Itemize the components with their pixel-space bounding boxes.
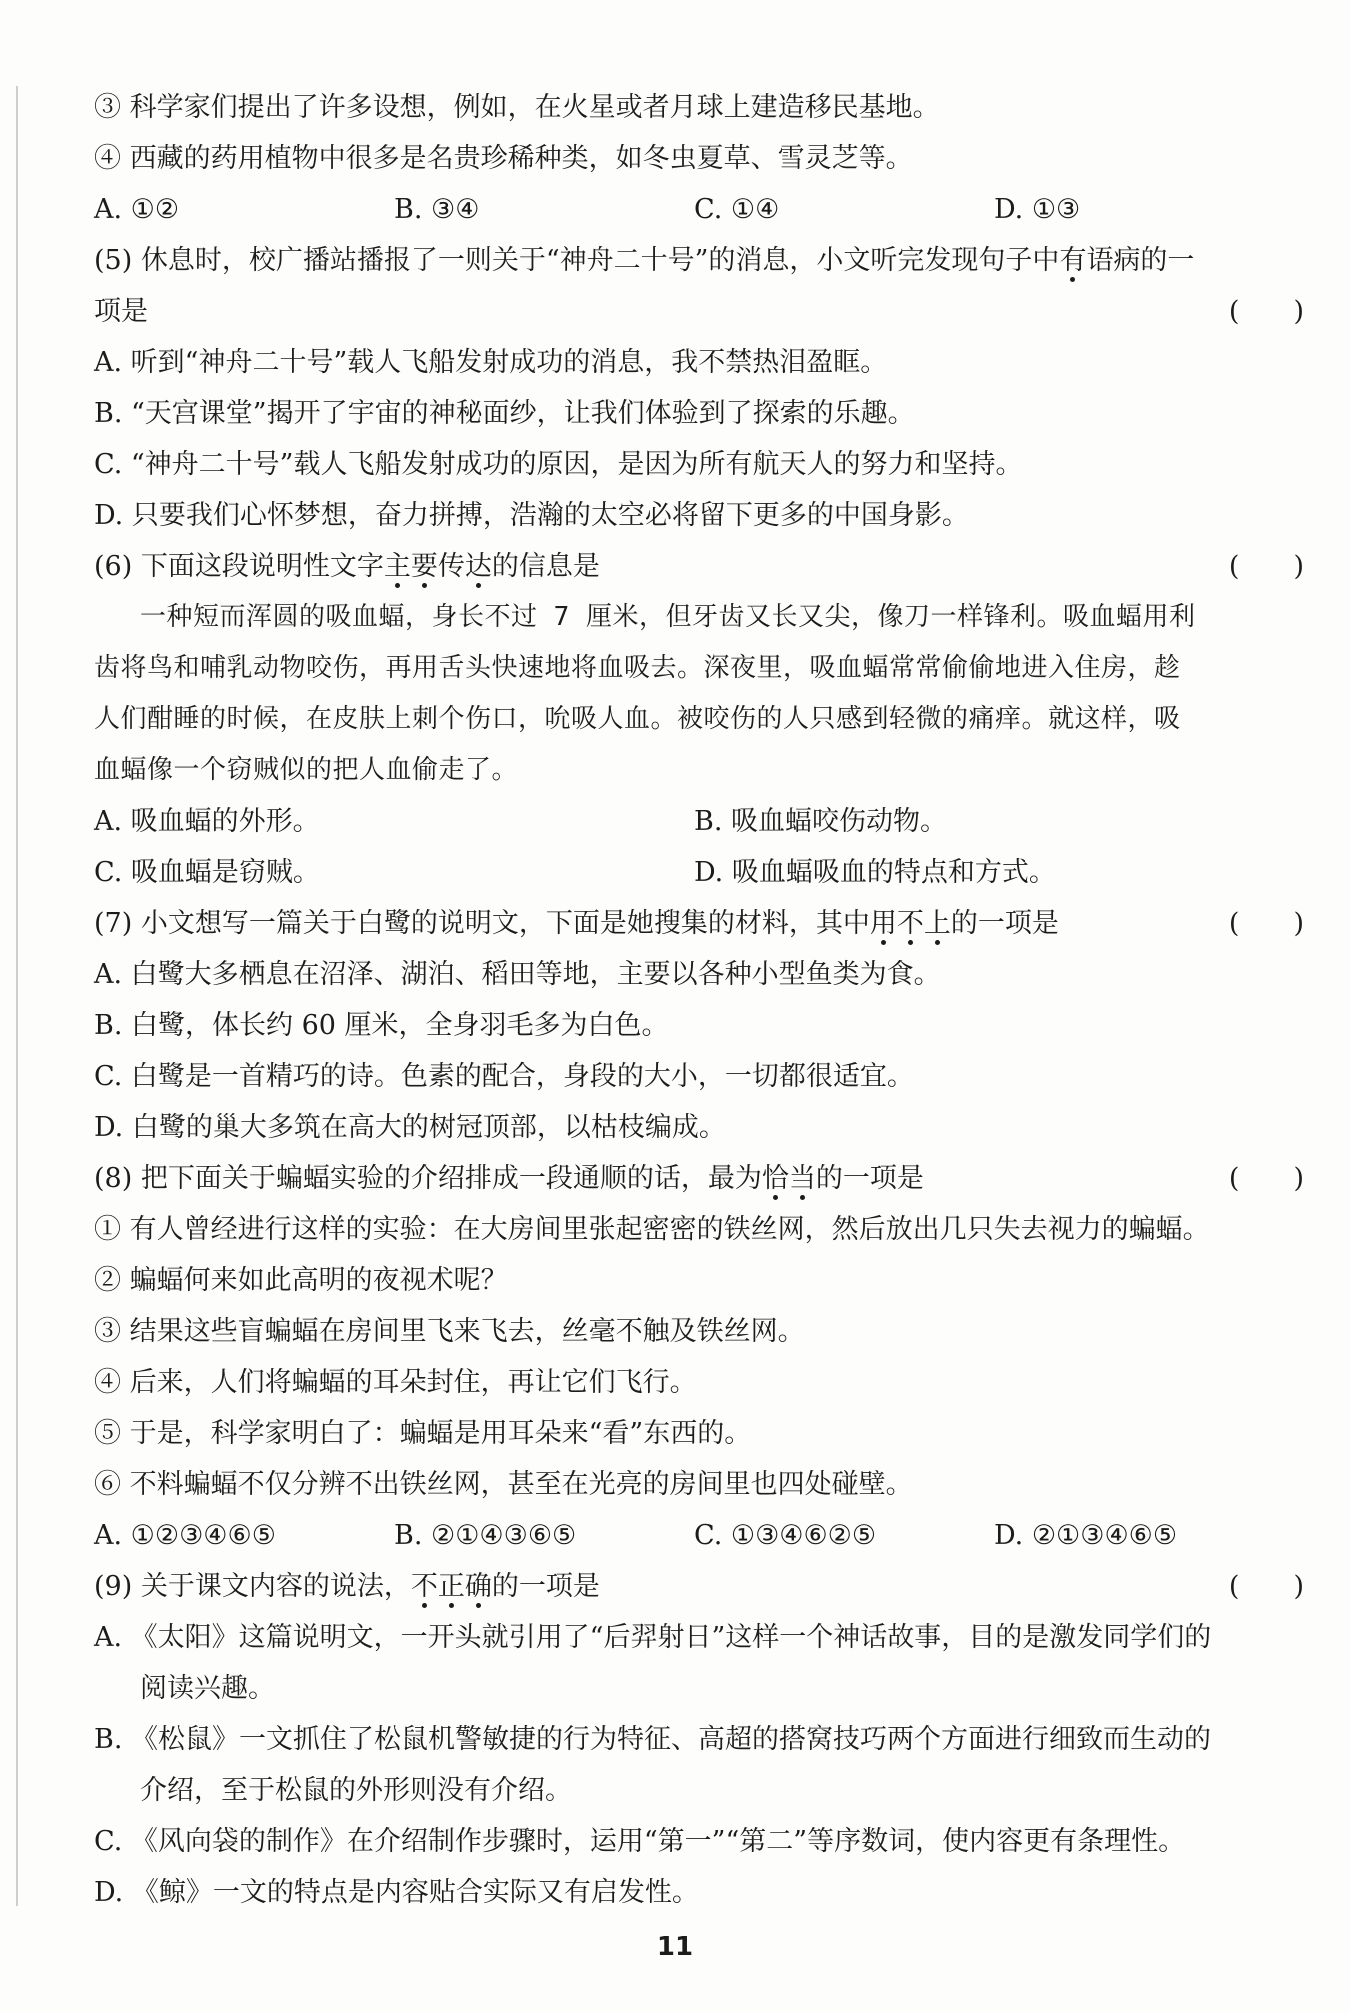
question-5-stem-cont: 项是 ( ): [94, 286, 1304, 337]
page-content: [94, 82, 1304, 1918]
question-6-options-row-1: [94, 796, 1304, 847]
question-8-stem: (8) 把下面关于蝙蝠实验的介绍排成一段通顺的话，最为恰当的一项是 ( ): [94, 1153, 1304, 1204]
statement-3: ③ 科学家们提出了许多设想，例如，在火星或者月球上建造移民基地。: [94, 92, 940, 123]
option-c: C. ①③④⑥②⑤: [694, 1520, 877, 1551]
question-7-option-c: C. 白鹭是一首精巧的诗。色素的配合，身段的大小，一切都很适宜。: [94, 1061, 914, 1092]
answer-blank[interactable]: ( ): [1228, 1571, 1304, 1602]
question-7-option-d: D. 白鹭的巢大多筑在高大的树冠顶部，以枯枝编成。: [94, 1112, 726, 1143]
page-number: 11: [656, 1932, 694, 1962]
question-7-stem: (7) 小文想写一篇关于白鹭的说明文，下面是她搜集的材料，其中用不上的一项是 ( ): [94, 898, 1304, 949]
answer-blank[interactable]: ( ): [1228, 551, 1304, 582]
margin-line: [16, 86, 18, 1906]
option-c: C. ①④: [694, 194, 780, 225]
passage-line: 齿将鸟和哺乳动物咬伤，再用舌头快速地将血吸去。深夜里，吸血蝠常常偷偷地进入住房，趁: [94, 653, 1181, 683]
question-9-option-a-cont: 阅读兴趣。: [140, 1673, 275, 1704]
option-b: B. 吸血蝠咬伤动物。: [694, 806, 948, 837]
answer-blank[interactable]: ( ): [1228, 296, 1304, 327]
emphasis-mark: 有: [1059, 245, 1087, 276]
question-9-stem: (9) 关于课文内容的说法，不正确的一项是 ( ): [94, 1561, 1304, 1612]
option-a: A. 吸血蝠的外形。: [94, 806, 320, 837]
question-5-option-c: C. “神舟二十号”载人飞船发射成功的原因，是因为所有航天人的努力和坚持。: [94, 449, 1023, 480]
passage-line: 人们酣睡的时候，在皮肤上刺个伤口，吮吸人血。被咬伤的人只感到轻微的痛痒。就这样，吸: [94, 704, 1181, 734]
option-a: A. ①②: [94, 194, 180, 225]
options-q4: [94, 184, 1304, 235]
question-5-stem: (5) 休息时，校广播站播报了一则关于“神舟二十号”的消息，小文听完发现句子中有语病的一: [94, 245, 1195, 276]
option-b: B. ③④: [394, 194, 480, 225]
question-9-option-d: D. 《鲸》一文的特点是内容贴合实际又有启发性。: [94, 1877, 699, 1908]
question-8-options: [94, 1510, 1304, 1561]
question-9-option-b: B. 《松鼠》一文抓住了松鼠机警敏捷的行为特征、高超的搭窝技巧两个方面进行细致而生动的: [94, 1724, 1212, 1755]
question-6-stem: (6) 下面这段说明性文字主要传达的信息是 ( ): [94, 541, 1304, 592]
sentence-5: ⑤ 于是，科学家明白了：蝙蝠是用耳朵来“看”东西的。: [94, 1418, 752, 1449]
option-a: A. ①②③④⑥⑤: [94, 1520, 276, 1551]
question-5-option-a: A. 听到“神舟二十号”载人飞船发射成功的消息，我不禁热泪盈眶。: [94, 347, 888, 378]
answer-blank[interactable]: ( ): [1228, 908, 1304, 939]
sentence-2: ② 蝙蝠何来如此高明的夜视术呢？: [94, 1265, 508, 1296]
statement-4: ④ 西藏的药用植物中很多是名贵珍稀种类，如冬虫夏草、雪灵芝等。: [94, 143, 913, 174]
answer-blank[interactable]: ( ): [1228, 1163, 1304, 1194]
question-7-option-a: A. 白鹭大多栖息在沼泽、湖泊、稻田等地，主要以各种小型鱼类为食。: [94, 959, 941, 990]
question-9-option-a: A. 《太阳》这篇说明文，一开头就引用了“后羿射日”这样一个神话故事，目的是激发同学们的: [94, 1622, 1212, 1653]
question-5-option-b: B. “天宫课堂”揭开了宇宙的神秘面纱，让我们体验到了探索的乐趣。: [94, 398, 915, 429]
question-9-option-c: C. 《风向袋的制作》在介绍制作步骤时，运用“第一”“第二”等序数词，使内容更有条理性。: [94, 1826, 1186, 1857]
sentence-1: ① 有人曾经进行这样的实验：在大房间里张起密密的铁丝网，然后放出几只失去视力的蝙蝠。: [94, 1214, 1210, 1245]
option-c: C. 吸血蝠是窃贼。: [94, 857, 320, 888]
option-b: B. ②①④③⑥⑤: [394, 1520, 577, 1551]
question-9-option-b-cont: 介绍，至于松鼠的外形则没有介绍。: [140, 1775, 572, 1806]
question-7-option-b: B. 白鹭，体长约 60 厘米，全身羽毛多为白色。: [94, 1010, 669, 1041]
question-5-option-d: D. 只要我们心怀梦想，奋力拼搏，浩瀚的太空必将留下更多的中国身影。: [94, 500, 969, 531]
sentence-4: ④ 后来，人们将蝙蝠的耳朵封住，再让它们飞行。: [94, 1367, 697, 1398]
sentence-3: ③ 结果这些盲蝙蝠在房间里飞来飞去，丝毫不触及铁丝网。: [94, 1316, 805, 1347]
question-6-options-row-2: [94, 847, 1304, 898]
passage-line: 血蝠像一个窃贼似的把人血偷走了。: [94, 755, 519, 785]
option-d: D. 吸血蝠吸血的特点和方式。: [694, 857, 1056, 888]
option-d: D. ②①③④⑥⑤: [994, 1520, 1178, 1551]
option-d: D. ①③: [994, 194, 1081, 225]
sentence-6: ⑥ 不料蝙蝠不仅分辨不出铁丝网，甚至在光亮的房间里也四处碰壁。: [94, 1469, 913, 1500]
passage-line: 一种短而浑圆的吸血蝠，身长不过 7 厘米，但牙齿又长又尖，像刀一样锋利。吸血蝠用利: [140, 602, 1196, 632]
